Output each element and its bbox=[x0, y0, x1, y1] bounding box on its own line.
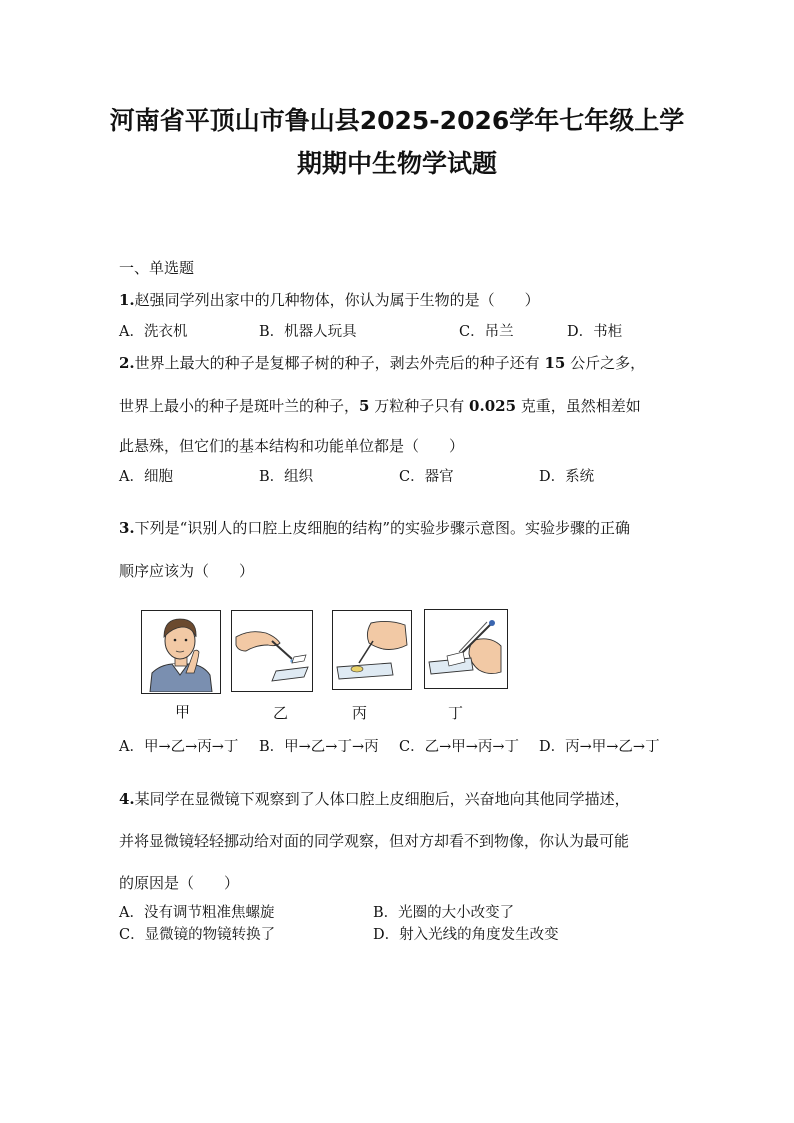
q3-option-d: D．丙→甲→乙→丁 bbox=[539, 739, 660, 755]
page-title-line2: 期期中生物学试题 bbox=[296, 149, 497, 178]
q3-option-b: B．甲→乙→丁→丙 bbox=[259, 739, 379, 755]
q3-option-a: A．甲→乙→丙→丁 bbox=[119, 739, 239, 755]
question-text: 世界上最小的种子是斑叶兰的种子， bbox=[119, 397, 360, 415]
number-value: 0.025 bbox=[469, 397, 517, 415]
question-stem: 赵强同学列出家中的几种物体，你认为属于生物的是（ ） bbox=[134, 291, 540, 309]
question-text: 某同学在显微镜下观察到了人体口腔上皮细胞后，兴奋地向其他同学描述， bbox=[134, 790, 630, 808]
q3-option-c: C．乙→甲→丙→丁 bbox=[399, 739, 520, 755]
question-text: 克重，虽然相差如 bbox=[520, 397, 641, 415]
question-number: 1. bbox=[119, 291, 135, 309]
figure-jia-person-rinsing-mouth bbox=[141, 610, 221, 694]
q2-option-b: B．组织 bbox=[259, 469, 314, 485]
question-text: 下列是“识别人的口腔上皮细胞的结构”的实验步骤示意图。实验步骤的正确 bbox=[134, 519, 631, 537]
q4-option-b: B．光圈的大小改变了 bbox=[373, 905, 515, 921]
q1-option-a: A．洗衣机 bbox=[119, 324, 188, 340]
number-value: 15 bbox=[544, 354, 566, 372]
question-number: 4. bbox=[119, 790, 135, 808]
q2-option-c: C．器官 bbox=[399, 469, 454, 485]
question-2-line-2 bbox=[119, 396, 641, 416]
figure-label-bing: 丙 bbox=[352, 704, 368, 722]
q4-option-c: C．显微镜的物镜转换了 bbox=[119, 927, 276, 943]
question-text: 万粒种子只有 bbox=[374, 397, 465, 415]
figure-ding-forceps-coverslip bbox=[424, 609, 508, 689]
q2-option-a: A．细胞 bbox=[119, 469, 173, 485]
question-number: 3. bbox=[119, 519, 135, 537]
question-3-line-2: 顺序应该为（ ） bbox=[119, 562, 255, 580]
figure-bing-smear-on-slide bbox=[332, 610, 412, 690]
question-1 bbox=[119, 290, 540, 310]
question-text: 公斤之多， bbox=[570, 354, 646, 372]
q4-option-a: A．没有调节粗准焦螺旋 bbox=[119, 905, 275, 921]
q1-option-c: C．吊兰 bbox=[459, 324, 514, 340]
question-number: 2. bbox=[119, 354, 135, 372]
question-4 bbox=[119, 789, 630, 809]
question-2-line-3: 此悬殊，但它们的基本结构和功能单位都是（ ） bbox=[119, 437, 465, 455]
question-2 bbox=[119, 353, 645, 373]
number-value: 5 bbox=[359, 397, 370, 415]
q1-option-b: B．机器人玩具 bbox=[259, 324, 357, 340]
figure-yi-dropper-on-slide bbox=[231, 610, 313, 692]
section-heading: 一、单选题 bbox=[119, 259, 195, 277]
q1-option-d: D．书柜 bbox=[567, 324, 623, 340]
question-4-line-3: 的原因是（ ） bbox=[119, 874, 240, 892]
q4-option-d: D．射入光线的角度发生改变 bbox=[373, 927, 559, 943]
page-title: 河南省平顶山市鲁山县2025-2026学年七年级上学 bbox=[109, 106, 685, 135]
figure-label-jia: 甲 bbox=[175, 703, 191, 721]
question-text: 世界上最大的种子是复椰子树的种子，剥去外壳后的种子还有 bbox=[134, 354, 540, 372]
figure-label-yi: 乙 bbox=[273, 704, 289, 722]
question-3 bbox=[119, 518, 630, 538]
question-4-line-2: 并将显微镜轻轻挪动给对面的同学观察，但对方却看不到物像，你认为最可能 bbox=[119, 832, 630, 850]
q2-option-d: D．系统 bbox=[539, 469, 595, 485]
figure-label-ding: 丁 bbox=[448, 704, 464, 722]
